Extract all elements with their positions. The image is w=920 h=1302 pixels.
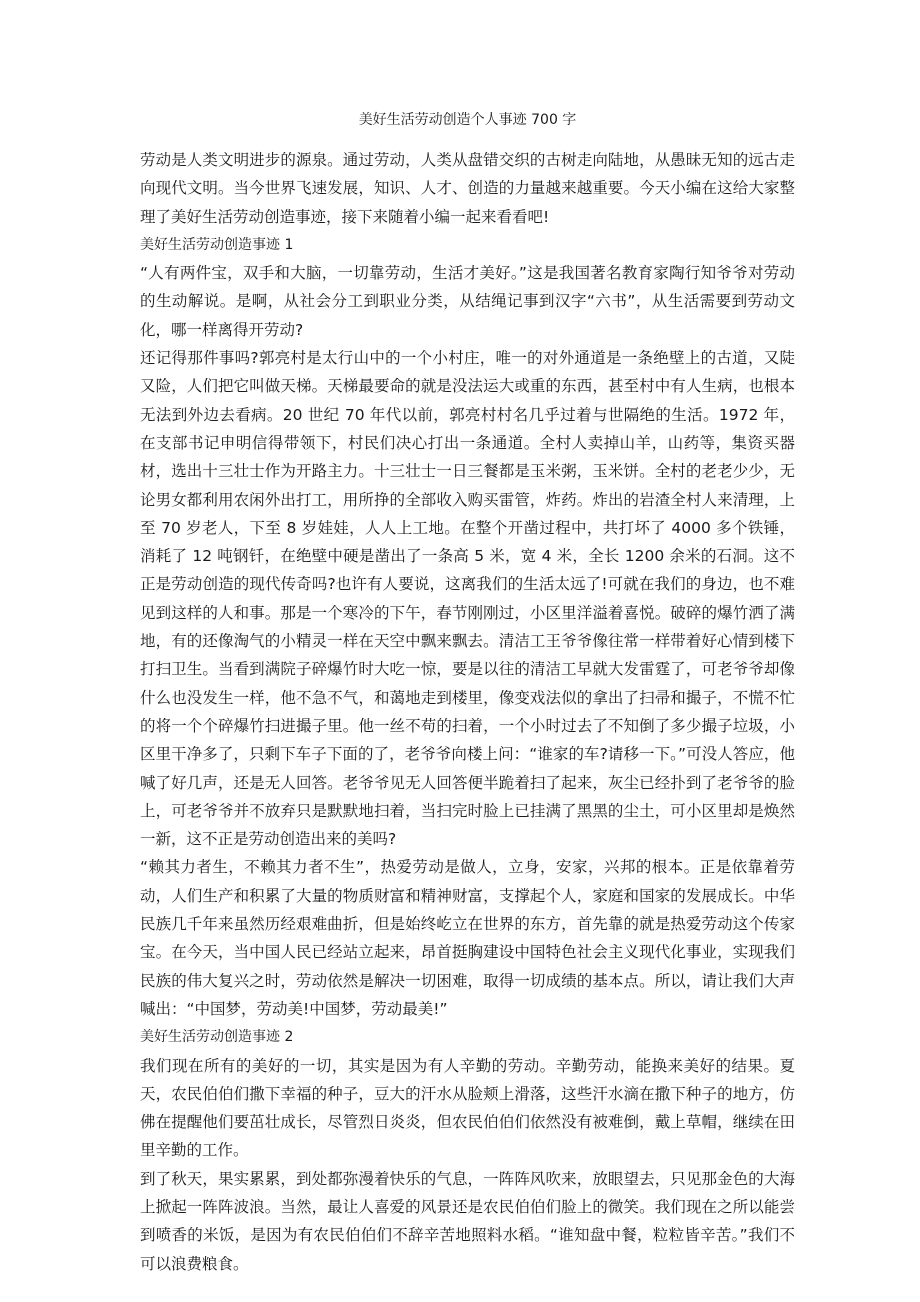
document-page	[140, 110, 795, 1278]
section-2-paragraph-1: 我们现在所有的美好的一切，其实是因为有人辛勤的劳动。辛勤劳动，能换来美好的结果。夏天，农民伯伯们撒下幸福的种子，豆大的汗水从脸颊上滑落，这些汗水滴在撒下种子的地方，仿佛在提醒他们要茁壮成长，尽管烈日炎炎，但农民伯伯们依然没有被难倒，戴上草帽，继续在田里辛勤的工作。	[140, 1056, 795, 1160]
section-2-paragraph-2: 到了秋天，果实累累，到处都弥漫着快乐的气息，一阵阵风吹来，放眼望去，只见那金色的大海上掀起一阵阵波浪。当然，最让人喜爱的风景还是农民伯伯们脸上的微笑。我们现在之所以能尝到喷香的米饭，是因为有农民伯伯们不辞辛苦地照料水稻。“谁知盘中餐，粒粒皆辛苦。”我们不可以浪费粮食。	[140, 1169, 795, 1273]
section-1-heading: 美好生活劳动创造事迹 1	[140, 236, 294, 253]
section-2-heading: 美好生活劳动创造事迹 2	[140, 1029, 294, 1046]
intro-paragraph: 劳动是人类文明进步的源泉。通过劳动，人类从盘错交织的古树走向陆地，从愚昧无知的远古走向现代文明。当今世界飞速发展，知识、人才、创造的力量越来越重要。今天小编在这给大家整理了美好生活劳动创造事迹，接下来随着小编一起来看看吧!	[140, 151, 795, 226]
section-1-paragraph-1: “人有两件宝，双手和大脑，一切靠劳动，生活才美好。”这是我国著名教育家陶行知爷爷对劳动的生动解说。是啊，从社会分工到职业分类，从结绳记事到汉字“六书”，从生活需要到劳动文化，哪一样离得开劳动?	[140, 264, 795, 339]
document-title: 美好生活劳动创造个人事迹 700 字	[358, 112, 577, 128]
section-1-paragraph-3: “赖其力者生，不赖其力者不生”，热爱劳动是做人，立身，安家，兴邦的根本。正是依靠着劳动，人们生产和积累了大量的物质财富和精神财富，支撑起个人，家庭和国家的发展成长。中华民族几千年来虽然历经艰难曲折，但是始终屹立在世界的东方，首先靠的就是热爱劳动这个传家宝。在今天，当中国人民已经站立起来，昂首挺胸建设中国特色社会主义现代化事业，实现我们民族的伟大复兴之时，劳动依然是解决一切困难，取得一切成绩的基本点。所以，请让我们大声喊出：“中国梦，劳动美!中国梦，劳动最美!”	[140, 858, 795, 1018]
section-1-paragraph-2: 还记得那件事吗?郭亮村是太行山中的一个小村庄，唯一的对外通道是一条绝壁上的古道，又陡又险，人们把它叫做天梯。天梯最要命的就是没法运大或重的东西，甚至村中有人生病，也根本无法到外边去看病。20 世纪 70 年代以前，郭亮村村名几乎过着与世隔绝的生活。1972 年，在支部书记申明信得带领下，村民们决心打出一条通道。全村人卖掉山羊，山药等，集资买器材，选出十三壮士作为开路主力。十三壮士一日三餐都是玉米粥，玉米饼。全村的老老少少，无论男女都利用农闲外出打工，用所挣的全部收入购买雷管，炸药。炸出的岩渣全村人来清理，上至 70 岁老人，下至 8 岁娃娃，人人上工地。在整个开凿过程中，共打坏了 4000 多个铁锤，消耗了 12 吨钢钎，在绝壁中硬是凿出了一条高 5 米，宽 4 米，全长 1200 余米的石洞。这不正是劳动创造的现代传奇吗?也许有人要说，这离我们的生活太远了!可就在我们的身边，也不难见到这样的人和事。那是一个寒冷的下午，春节刚刚过，小区里洋溢着喜悦。破碎的爆竹洒了满地，有的还像淘气的小精灵一样在天空中飘来飘去。清洁工王爷爷像往常一样带着好心情到楼下打扫卫生。当看到满院子碎爆竹时大吃一惊，要是以往的清洁工早就大发雷霆了，可老爷爷却像什么也没发生一样，他不急不气，和蔼地走到楼里，像变戏法似的拿出了扫帚和撮子，不慌不忙的将一个个碎爆竹扫进撮子里。他一丝不苟的扫着，一个小时过去了不知倒了多少撮子垃圾，小区里干净多了，只剩下车子下面的了，老爷爷向楼上问：“谁家的车?请移一下。”可没人答应，他喊了好几声，还是无人回答。老爷爷见无人回答便半跪着扫了起来，灰尘已经扑到了老爷爷的脸上，可老爷爷并不放弃只是默默地扫着，当扫完时脸上已挂满了黑黑的尘土，可小区里却是焕然一新，这不正是劳动创造出来的美吗?	[140, 349, 795, 849]
